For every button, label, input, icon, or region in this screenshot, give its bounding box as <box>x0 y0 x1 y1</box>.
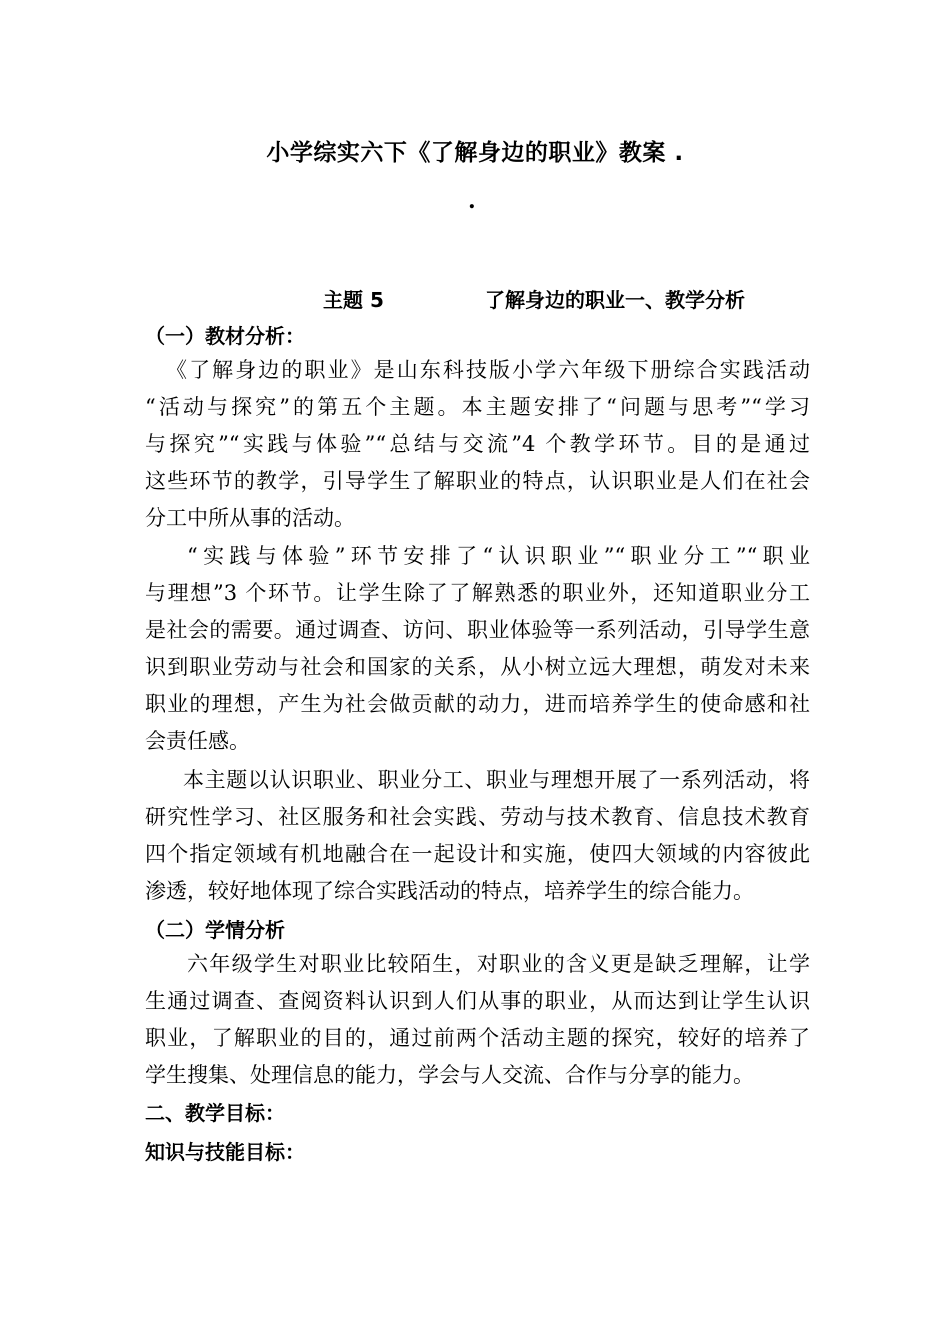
paragraph-student-analysis <box>145 946 810 1094</box>
paragraph-line: “实践与体验”环节安排了“认识职业”“职业分工”“职业 <box>187 544 810 568</box>
paragraph-line: 生通过调查、查阅资料认识到人们从事的职业，从而达到让学生认识 <box>145 989 810 1013</box>
paragraph-practice-experience <box>145 538 810 760</box>
paragraph-line: 与理想”3 个环节。让学生除了了解熟悉的职业外，还知道职业分工 <box>145 581 810 605</box>
subject-label: 主题 5 <box>323 288 384 312</box>
paragraph-line: 学生搜集、处理信息的能力，学会与人交流、合作与分享的能力。 <box>145 1063 754 1087</box>
section-heading-student-analysis: （二）学情分析 <box>145 918 285 942</box>
paragraph-line: 六年级学生对职业比较陌生，对职业的含义更是缺乏理解，让学 <box>187 952 810 976</box>
paragraph-line: 与探究”“实践与体验”“总结与交流”4 个教学环节。目的是通过 <box>145 432 810 456</box>
paragraph-line: 是社会的需要。通过调查、访问、职业体验等一系列活动，引导学生意 <box>145 618 810 642</box>
section-heading-knowledge-skill-goals: 知识与技能目标： <box>145 1140 305 1164</box>
paragraph-line: 本主题以认识职业、职业分工、职业与理想开展了一系列活动，将 <box>183 768 810 792</box>
paragraph-line: 这些环节的教学，引导学生了解职业的特点，认识职业是人们在社会 <box>145 469 810 493</box>
paragraph-theme-activities <box>145 762 810 910</box>
section-heading-textbook-analysis: （一）教材分析： <box>145 324 305 348</box>
paragraph-line: 研究性学习、社区服务和社会实践、劳动与技术教育、信息技术教育 <box>145 805 810 829</box>
paragraph-line: 职业，了解职业的目的，通过前两个活动主题的探究，较好的培养了 <box>145 1026 810 1050</box>
paragraph-line: 识到职业劳动与社会和国家的关系，从小树立远大理想，萌发对未来 <box>145 655 810 679</box>
paragraph-line: 《了解身边的职业》是山东科技版小学六年级下册综合实践活动 <box>166 358 810 382</box>
subject-title: 了解身边的职业一、教学分析 <box>485 288 745 312</box>
paragraph-line: “活动与探究”的第五个主题。本主题安排了“问题与思考”“学习 <box>145 395 810 419</box>
paragraph-line: 渗透，较好地体现了综合实践活动的特点，培养学生的综合能力。 <box>145 879 754 903</box>
paragraph-line: 分工中所从事的活动。 <box>145 506 355 530</box>
paragraph-line: 四个指定领域有机地融合在一起设计和实施，使四大领域的内容彼此 <box>145 842 810 866</box>
paragraph-textbook-intro <box>145 352 810 537</box>
paragraph-line: 职业的理想，产生为社会做贡献的动力，进而培养学生的使命感和社 <box>145 692 810 716</box>
paragraph-line: 会责任感。 <box>145 729 250 753</box>
separator-dot: . <box>468 188 476 214</box>
section-heading-teaching-goals: 二、教学目标： <box>145 1101 285 1125</box>
document-title: 小学综实六下《了解身边的职业》教案 . <box>266 140 684 166</box>
